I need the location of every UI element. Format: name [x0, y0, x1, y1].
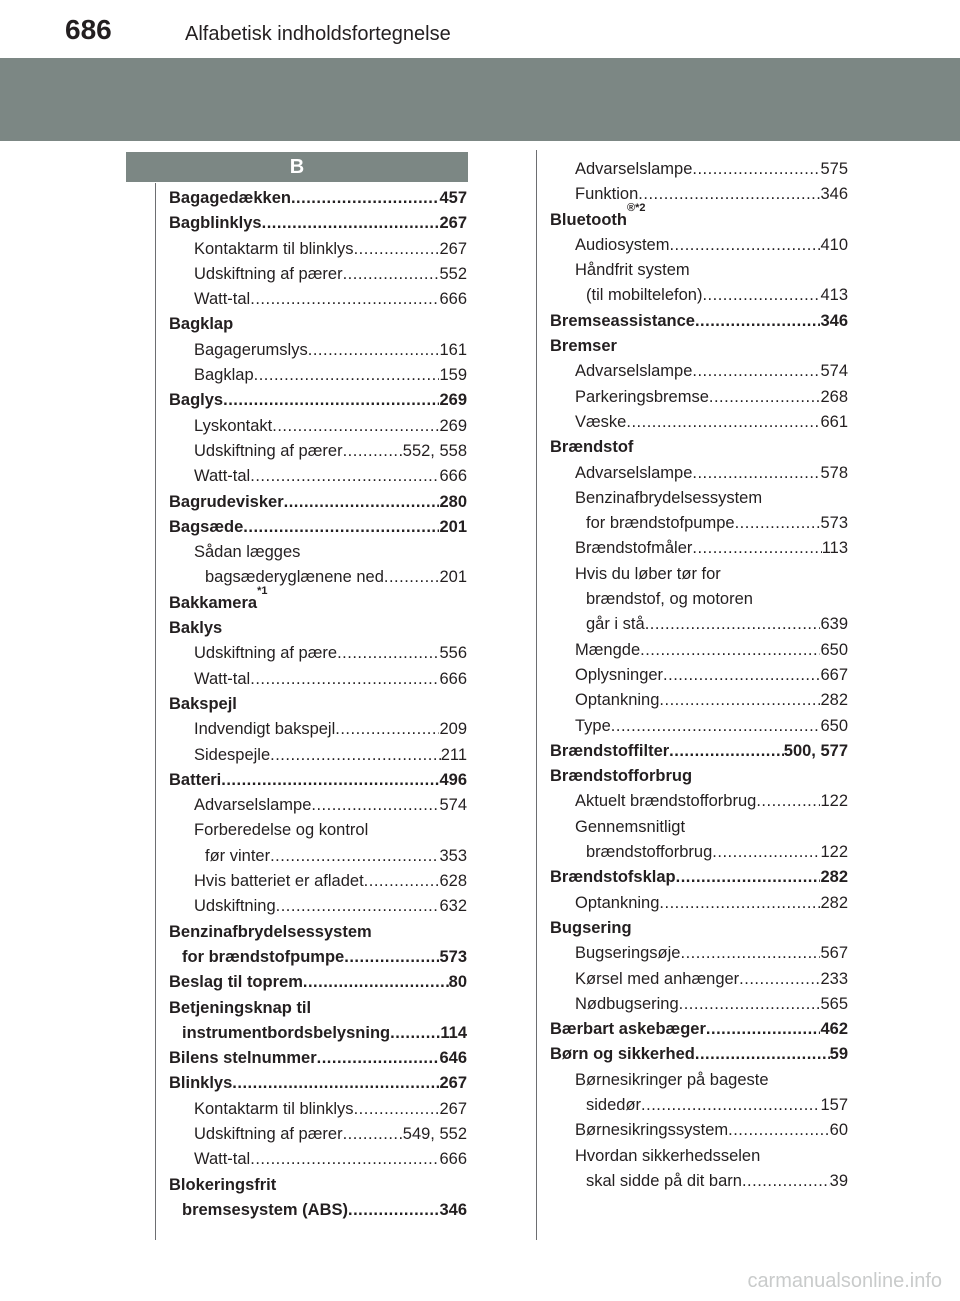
index-entry	[169, 667, 467, 692]
index-entry-page: 639	[820, 615, 848, 634]
dot-leader	[692, 536, 821, 561]
index-entry-term: Bagsæde	[169, 517, 244, 536]
index-entry-term: Watt-tal	[194, 1150, 251, 1169]
index-entry-page: 282	[820, 868, 848, 887]
index-entry	[550, 1042, 848, 1067]
dot-leader	[243, 515, 439, 540]
dot-leader	[348, 1198, 439, 1223]
index-entry	[550, 1169, 848, 1194]
index-entry-term: Bagklap	[194, 366, 254, 385]
index-entry-page: 267	[439, 1074, 467, 1093]
index-entry-page: 578	[820, 463, 848, 482]
dot-leader	[742, 1169, 830, 1194]
index-entry-term: Bærbart askebæger	[550, 1020, 706, 1039]
index-entry-term: brændstofforbrug	[586, 843, 713, 862]
dot-leader	[695, 309, 821, 334]
index-entry	[169, 237, 467, 262]
dot-leader	[354, 237, 440, 262]
index-entry	[169, 490, 467, 515]
dot-leader	[692, 461, 820, 486]
index-entry	[169, 287, 467, 312]
index-entry	[169, 312, 467, 337]
index-entry-term: Børnesikringssystem	[575, 1121, 729, 1140]
index-entry-page: 413	[820, 286, 848, 305]
dot-leader	[692, 157, 820, 182]
index-entry-term: Watt-tal	[194, 467, 251, 486]
index-entry	[550, 638, 848, 663]
dot-leader	[709, 385, 821, 410]
index-entry-page: 500, 577	[783, 741, 848, 760]
index-entry-term: Hvis batteriet er afladet	[194, 872, 364, 891]
index-entry-page: 573	[439, 947, 467, 966]
index-entry-term: Bagblinklys	[169, 214, 262, 233]
index-entry-term: Forberedelse og kontrol	[194, 821, 369, 840]
index-entry-page: 666	[439, 290, 467, 309]
index-entry-term: instrumentbordsbelysning	[182, 1023, 391, 1042]
index-entry	[169, 584, 467, 616]
index-entry	[169, 1021, 467, 1046]
index-entry-page: 567	[820, 944, 848, 963]
index-entry-term: Bluetooth	[550, 210, 627, 229]
index-entry-page: 552, 558	[402, 441, 467, 460]
dot-leader	[250, 464, 439, 489]
index-entry	[550, 385, 848, 410]
index-entry-term: Brændstoffilter	[550, 741, 670, 760]
page-title: Alfabetisk indholdsfortegnelse	[185, 23, 451, 45]
index-entry	[550, 435, 848, 460]
dot-leader	[640, 638, 820, 663]
index-entry	[169, 515, 467, 540]
index-entry-page: 122	[820, 792, 848, 811]
index-entry	[550, 764, 848, 789]
index-entry-page: 496	[439, 770, 467, 789]
index-entry	[550, 1093, 848, 1118]
watermark: carmanualsonline.info	[747, 1270, 942, 1292]
index-entry-page: 632	[439, 897, 467, 916]
index-entry-term: Baklys	[169, 619, 223, 638]
dot-leader	[680, 941, 820, 966]
index-entry-page: 574	[820, 362, 848, 381]
index-entry	[169, 945, 467, 970]
dot-leader	[695, 1042, 830, 1067]
index-entry-term: Bagagerumslys	[194, 340, 308, 359]
dot-leader	[702, 283, 820, 308]
index-entry	[169, 1046, 467, 1071]
dot-leader	[303, 970, 449, 995]
index-entry	[169, 414, 467, 439]
index-entry-term: Hvordan sikkerhedsselen	[575, 1146, 761, 1165]
index-entry-page: 552	[439, 264, 467, 283]
index-entry-term: skal sidde på dit barn	[586, 1171, 742, 1190]
index-entry	[169, 1147, 467, 1172]
index-entry-page: 346	[820, 185, 848, 204]
index-entry	[550, 891, 848, 916]
index-entry-term: for brændstofpumpe	[586, 514, 735, 533]
right-column-rule	[536, 150, 537, 1240]
index-entry	[550, 840, 848, 865]
index-entry-term: Advarselslampe	[575, 463, 693, 482]
index-entry-page: 575	[820, 160, 848, 178]
dot-leader	[669, 739, 784, 764]
index-entry-term: for brændstofpumpe	[182, 947, 345, 966]
index-entry	[169, 818, 467, 843]
dot-leader	[270, 844, 439, 869]
index-entry-page: 267	[439, 214, 467, 233]
index-entry-page: 161	[439, 340, 467, 359]
dot-leader	[756, 789, 820, 814]
index-entry	[550, 1017, 848, 1042]
index-entry-page: 159	[439, 366, 467, 385]
index-entry	[550, 992, 848, 1017]
index-entry-term: Bugsering	[550, 918, 632, 937]
dot-leader	[626, 410, 820, 435]
index-entry-term: Bagrudevisker	[169, 492, 284, 511]
dot-leader	[250, 1147, 439, 1172]
index-entry-page: 565	[820, 994, 848, 1013]
index-entry-term: Advarselslampe	[575, 160, 693, 178]
index-entry-page: 201	[439, 517, 467, 536]
index-column-left	[169, 186, 467, 1223]
index-entry-term: Advarselslampe	[575, 362, 693, 381]
index-entry	[550, 967, 848, 992]
index-entry-term: sidedør	[586, 1095, 642, 1114]
dot-leader	[291, 186, 440, 211]
index-entry-term: Oplysninger	[575, 665, 664, 684]
dot-leader	[311, 793, 439, 818]
index-entry	[550, 309, 848, 334]
index-entry	[169, 363, 467, 388]
index-entry-term: Parkeringsbremse	[575, 387, 709, 406]
index-entry	[169, 717, 467, 742]
index-entry	[169, 262, 467, 287]
index-entry	[550, 865, 848, 890]
index-entry	[550, 714, 848, 739]
dot-leader	[337, 641, 439, 666]
page-number: 686	[65, 14, 112, 45]
index-entry-term: Type	[575, 716, 611, 735]
index-entry	[550, 1118, 848, 1143]
index-entry	[169, 1097, 467, 1122]
index-entry-term: Væske	[575, 412, 627, 431]
page-header	[0, 0, 960, 58]
dot-leader	[343, 439, 403, 464]
index-entry-page: 209	[439, 720, 467, 739]
index-entry-term: (til mobiltelefon)	[586, 286, 703, 305]
index-entry-term: Håndfrit system	[575, 261, 690, 280]
dot-leader	[364, 869, 440, 894]
dot-leader	[317, 1046, 440, 1071]
dot-leader	[659, 688, 820, 713]
index-entry-term: Blinklys	[169, 1074, 233, 1093]
index-entry	[550, 410, 848, 435]
index-entry-term: Optankning	[575, 691, 660, 710]
index-entry	[169, 388, 467, 413]
index-entry	[550, 258, 848, 283]
index-entry-term: Nødbugsering	[575, 994, 679, 1013]
index-entry-term: Funktion	[575, 185, 639, 204]
index-entry-term: Beslag til toprem	[169, 973, 303, 992]
index-entry	[169, 540, 467, 565]
dot-leader	[384, 565, 440, 590]
index-entry	[550, 182, 848, 207]
index-entry-footnote-mark: *1	[257, 584, 268, 597]
index-entry	[169, 186, 467, 211]
index-entry-term: Udskiftning	[194, 897, 276, 916]
index-entry-term: Optankning	[575, 893, 660, 912]
index-entry	[169, 1198, 467, 1223]
index-entry-term: Kørsel med anhænger	[575, 969, 740, 988]
index-entry-term: brændstof, og motoren	[586, 590, 753, 609]
index-entry-page: 628	[439, 872, 467, 891]
index-entry	[550, 359, 848, 384]
index-entry	[550, 562, 848, 587]
index-entry-page: 346	[820, 311, 848, 330]
index-entry-page: 201	[439, 568, 467, 587]
index-entry-term: Lyskontakt	[194, 416, 273, 435]
index-entry	[169, 641, 467, 666]
index-entry-term: går i stå	[586, 615, 645, 634]
index-entry	[550, 688, 848, 713]
index-entry-term: Brændstofsklap	[550, 868, 676, 887]
index-entry-page: 410	[820, 235, 848, 254]
index-entry	[169, 844, 467, 869]
index-entry	[550, 1144, 848, 1169]
index-entry-term: Bakkamera	[169, 593, 258, 612]
dot-leader	[335, 717, 439, 742]
index-entry-term: Sådan lægges	[194, 543, 301, 562]
index-entry	[550, 486, 848, 511]
index-entry-page: 269	[439, 416, 467, 435]
index-entry-term: Udskiftning af pære	[194, 644, 338, 663]
index-entry-page: 80	[448, 973, 467, 992]
index-entry-term: Batteri	[169, 770, 222, 789]
index-entry-page: 346	[439, 1200, 467, 1219]
index-entry-term: Bremser	[550, 337, 617, 356]
dot-leader	[692, 359, 820, 384]
index-entry-term: Betjeningsknap til	[169, 998, 312, 1017]
index-entry-term: Watt-tal	[194, 290, 251, 309]
index-entry-page: 280	[439, 492, 467, 511]
index-entry	[550, 201, 848, 233]
index-entry-page: 267	[439, 1099, 467, 1118]
index-entry	[169, 616, 467, 641]
left-column-rule	[155, 183, 156, 1240]
index-entry-term: Bagklap	[169, 315, 234, 334]
header-banner	[0, 58, 960, 141]
index-entry	[169, 338, 467, 363]
index-entry	[169, 970, 467, 995]
index-entry	[169, 894, 467, 919]
index-entry-page: 268	[820, 387, 848, 406]
index-entry-term: Bakspejl	[169, 694, 237, 713]
dot-leader	[250, 287, 439, 312]
index-entry-page: 666	[439, 1150, 467, 1169]
index-entry	[550, 663, 848, 688]
index-entry-term: Bremseassistance	[550, 311, 695, 330]
index-entry	[550, 587, 848, 612]
index-entry-page: 667	[820, 665, 848, 684]
index-entry-page: 353	[439, 846, 467, 865]
dot-leader	[344, 945, 439, 970]
index-entry-term: Audiosystem	[575, 235, 670, 254]
index-entry-term: Aktuelt brændstofforbrug	[575, 792, 757, 811]
index-entry-page: 666	[439, 467, 467, 486]
index-entry-page: 282	[820, 893, 848, 912]
index-entry-page: 549, 552	[402, 1124, 467, 1143]
index-entry-term: Bilens stelnummer	[169, 1049, 317, 1068]
index-entry-term: bagsæderyglænene ned	[205, 568, 384, 587]
section-letter-header: B	[126, 152, 468, 182]
dot-leader	[706, 1017, 821, 1042]
dot-leader	[354, 1097, 440, 1122]
index-entry-term: Kontaktarm til blinklys	[194, 239, 354, 258]
index-entry-page: 661	[820, 412, 848, 431]
dot-leader	[739, 967, 820, 992]
index-entry-page: 269	[439, 391, 467, 410]
dot-leader	[728, 1118, 830, 1143]
index-entry-term: Bagagedækken	[169, 189, 291, 207]
dot-leader	[343, 1122, 403, 1147]
dot-leader	[262, 211, 440, 236]
index-entry	[550, 461, 848, 486]
dot-leader	[250, 667, 439, 692]
index-entry	[550, 283, 848, 308]
index-entry	[169, 211, 467, 236]
index-entry-page: 113	[821, 539, 848, 558]
index-entry-term: Hvis du løber tør for	[575, 564, 721, 583]
index-entry	[169, 793, 467, 818]
index-entry	[550, 739, 848, 764]
dot-leader	[645, 612, 821, 637]
index-entry	[550, 815, 848, 840]
index-entry	[169, 743, 467, 768]
index-entry-term: Udskiftning af pærer	[194, 264, 343, 283]
index-entry-term: Mængde	[575, 640, 641, 659]
index-entry-term: Kontaktarm til blinklys	[194, 1099, 354, 1118]
index-entry-term: Børn og sikkerhed	[550, 1045, 695, 1064]
index-entry-page: 157	[820, 1095, 848, 1114]
index-entry-page: 39	[829, 1171, 848, 1190]
index-entry	[550, 789, 848, 814]
dot-leader	[270, 743, 441, 768]
index-entry-page: 666	[439, 669, 467, 688]
index-entry-term: Sidespejle	[194, 745, 271, 764]
index-entry-page: 60	[829, 1121, 848, 1140]
index-entry	[169, 439, 467, 464]
index-column-right	[550, 157, 848, 1194]
index-entry	[169, 1173, 467, 1198]
index-entry-term: bremsesystem (ABS)	[182, 1200, 348, 1219]
index-entry	[169, 920, 467, 945]
dot-leader	[284, 490, 440, 515]
index-entry-term: Benzinafbrydelsessystem	[575, 488, 763, 507]
index-entry-term: før vinter	[205, 846, 271, 865]
index-entry-term: Blokeringsfrit	[169, 1175, 277, 1194]
index-entry-page: 457	[439, 189, 467, 207]
dot-leader	[676, 865, 821, 890]
index-entry-page: 646	[439, 1049, 467, 1068]
index-entry-term: Bugseringsøje	[575, 944, 681, 963]
index-entry-page: 59	[829, 1045, 848, 1064]
index-entry-term: Udskiftning af pærer	[194, 441, 343, 460]
dot-leader	[712, 840, 820, 865]
index-entry-term: Børnesikringer på bageste	[575, 1070, 769, 1089]
index-entry-term: Baglys	[169, 391, 224, 410]
index-entry	[550, 916, 848, 941]
index-entry	[169, 869, 467, 894]
dot-leader	[669, 233, 820, 258]
dot-leader	[663, 663, 820, 688]
index-entry-term: Watt-tal	[194, 669, 251, 688]
index-entry	[169, 996, 467, 1021]
index-entry	[550, 233, 848, 258]
dot-leader	[223, 388, 439, 413]
index-entry-page: 462	[820, 1020, 848, 1039]
index-entry	[550, 536, 848, 561]
index-entry-term: Brændstofforbrug	[550, 767, 693, 786]
index-entry-term: Brændstof	[550, 438, 634, 457]
dot-leader	[272, 414, 439, 439]
index-entry	[169, 1122, 467, 1147]
dot-leader	[679, 992, 821, 1017]
index-entry	[169, 1071, 467, 1096]
index-entry-page: 650	[820, 640, 848, 659]
dot-leader	[659, 891, 820, 916]
index-entry-page: 574	[439, 796, 467, 815]
index-entry-page: 114	[440, 1023, 467, 1042]
dot-leader	[390, 1021, 440, 1046]
index-entry-page: 122	[820, 843, 848, 862]
index-entry-page: 282	[820, 691, 848, 710]
index-entry-page: 650	[820, 716, 848, 735]
index-entry-term: Brændstofmåler	[575, 539, 693, 558]
dot-leader	[221, 768, 439, 793]
dot-leader	[308, 338, 440, 363]
index-entry-footnote-mark: ®*2	[626, 201, 646, 214]
dot-leader	[276, 894, 440, 919]
index-entry-page: 556	[439, 644, 467, 663]
index-entry-term: Advarselslampe	[194, 796, 312, 815]
index-entry	[550, 157, 848, 182]
dot-leader	[343, 262, 440, 287]
index-entry	[169, 464, 467, 489]
index-entry	[550, 941, 848, 966]
index-entry	[550, 334, 848, 359]
dot-leader	[638, 182, 820, 207]
dot-leader	[254, 363, 440, 388]
index-entry	[550, 511, 848, 536]
index-entry	[169, 565, 467, 590]
dot-leader	[641, 1093, 820, 1118]
index-entry-page: 573	[820, 514, 848, 533]
index-entry-term: Indvendigt bakspejl	[194, 720, 336, 739]
index-entry	[550, 612, 848, 637]
index-entry-term: Benzinafbrydelsessystem	[169, 922, 372, 941]
index-entry-page: 233	[820, 969, 848, 988]
index-entry-term: Udskiftning af pærer	[194, 1124, 343, 1143]
index-entry	[550, 1068, 848, 1093]
dot-leader	[735, 511, 821, 536]
index-entry-page: 267	[439, 239, 467, 258]
index-entry-page: 211	[440, 745, 467, 764]
index-entry	[169, 768, 467, 793]
dot-leader	[232, 1071, 439, 1096]
index-entry-term: Gennemsnitligt	[575, 817, 686, 836]
index-entry	[169, 692, 467, 717]
dot-leader	[611, 714, 821, 739]
